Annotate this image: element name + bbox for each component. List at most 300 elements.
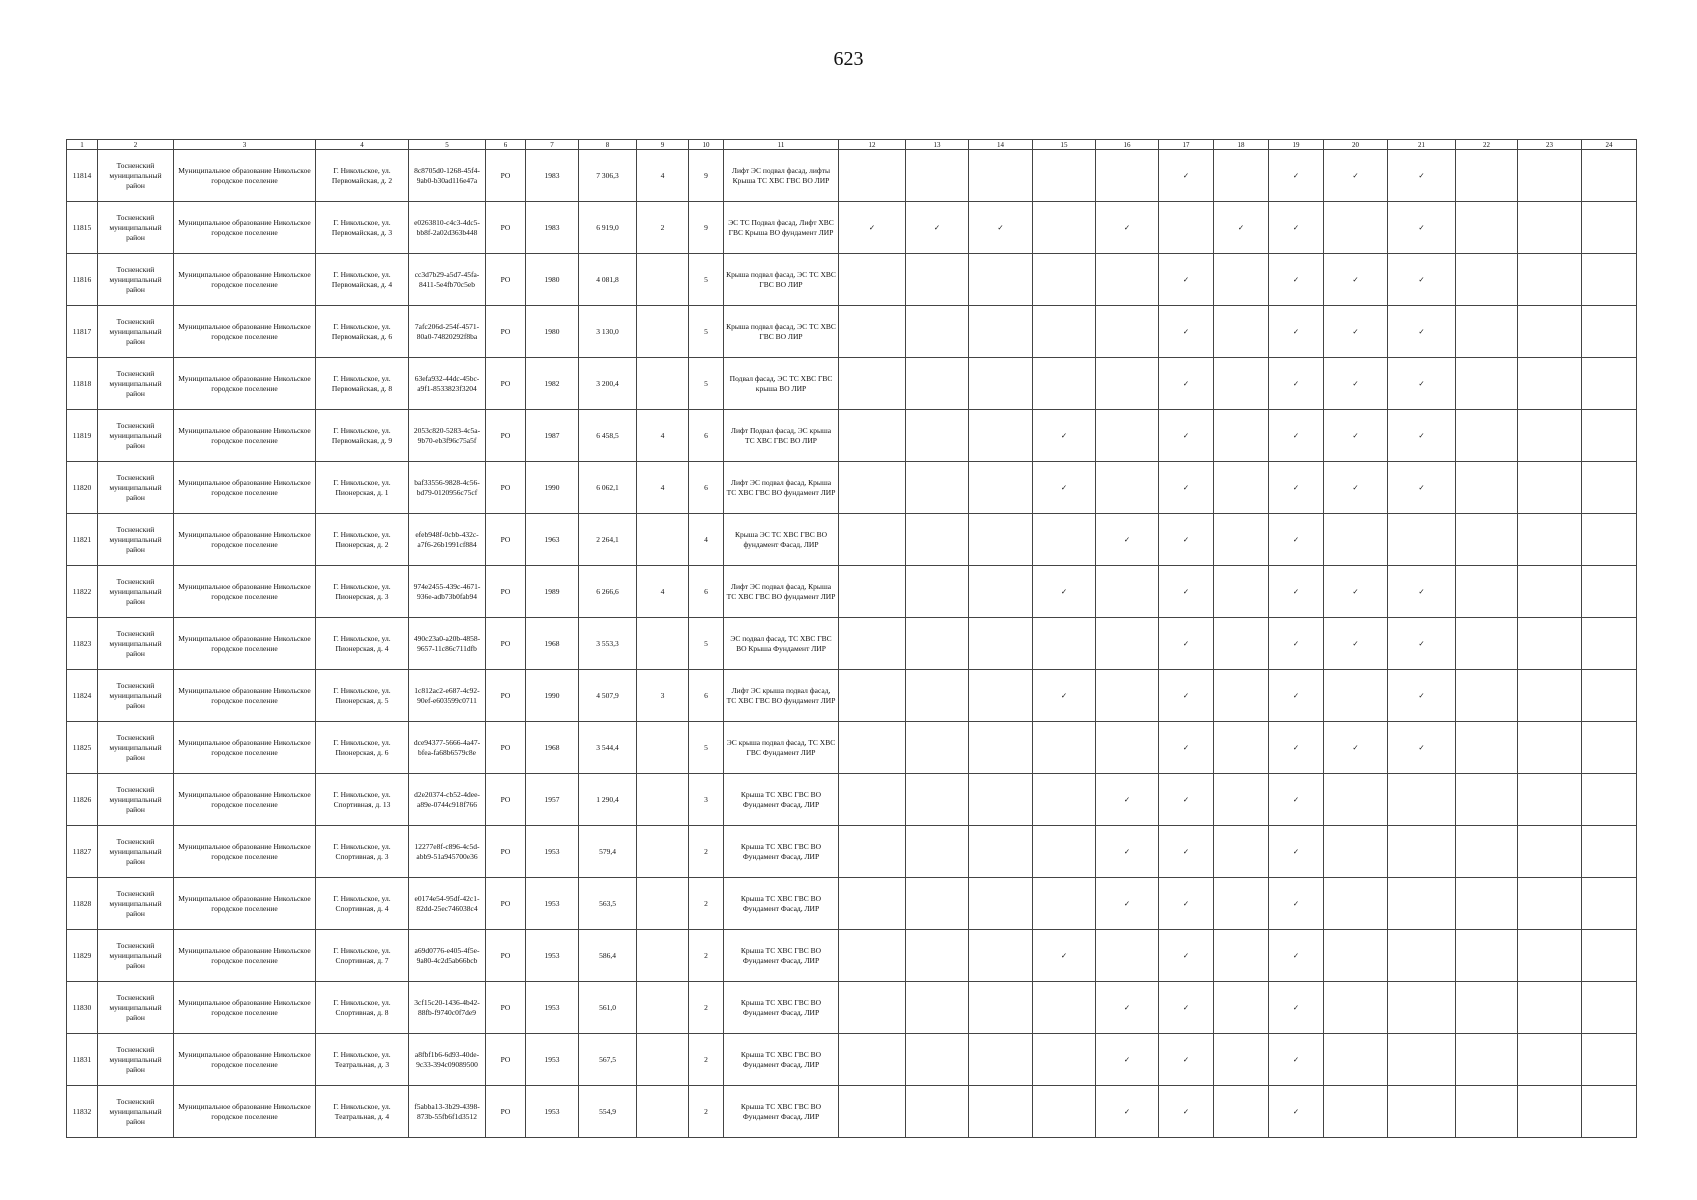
empty-cell: [839, 618, 906, 670]
floors-cell: 6: [689, 410, 724, 462]
table-row: [67, 514, 1637, 566]
floors-cell: 2: [689, 930, 724, 982]
empty-cell: [906, 566, 969, 618]
guid-cell: 7afc206d-254f-4571-80a0-74820292f8ba: [409, 306, 486, 358]
empty-cell: [839, 982, 906, 1034]
empty-cell: [1456, 410, 1518, 462]
works-cell: Крыша ТС ХВС ГВС ВО Фундамент Фасад, ЛИР: [724, 1034, 839, 1086]
floors-cell: 2: [689, 826, 724, 878]
empty-cell: [1096, 306, 1159, 358]
empty-cell: [1518, 670, 1582, 722]
empty-cell: [1518, 1086, 1582, 1138]
check-icon: ✓: [1324, 254, 1388, 306]
table-row: [67, 566, 1637, 618]
row-number: 11816: [67, 254, 98, 306]
empty-cell: [1159, 202, 1214, 254]
guid-cell: d2e20374-cb52-4dee-a89e-0744c918f766: [409, 774, 486, 826]
floors-cell: 9: [689, 150, 724, 202]
floors-cell: 3: [689, 774, 724, 826]
works-cell: Крыша ТС ХВС ГВС ВО Фундамент Фасад, ЛИР: [724, 774, 839, 826]
empty-cell: [1582, 150, 1637, 202]
check-icon: ✓: [1033, 930, 1096, 982]
check-icon: ✓: [1388, 462, 1456, 514]
municipality-cell: Муниципальное образование Никольское городское поселение: [174, 618, 316, 670]
empty-cell: [1518, 462, 1582, 514]
area-cell: 563,5: [579, 878, 637, 930]
check-icon: ✓: [1388, 202, 1456, 254]
table-row: [67, 722, 1637, 774]
guid-cell: a69d0776-e405-4f5e-9a80-4c2d5ab66bcb: [409, 930, 486, 982]
empty-cell: [1456, 514, 1518, 566]
empty-cell: [1456, 150, 1518, 202]
check-icon: ✓: [1324, 306, 1388, 358]
type-cell: РО: [486, 358, 526, 410]
municipality-cell: Муниципальное образование Никольское городское поселение: [174, 254, 316, 306]
empty-cell: [906, 306, 969, 358]
type-cell: РО: [486, 618, 526, 670]
column-number-header: 1: [67, 140, 98, 150]
empty-cell: [1456, 878, 1518, 930]
empty-cell: [839, 1034, 906, 1086]
empty-cell: [1214, 566, 1269, 618]
address-cell: Г. Никольское, ул. Первомайская, д. 6: [316, 306, 409, 358]
area-cell: 6 266,6: [579, 566, 637, 618]
check-icon: ✓: [1324, 618, 1388, 670]
floors-cell: 6: [689, 462, 724, 514]
area-cell: 579,4: [579, 826, 637, 878]
lifts-cell: 4: [637, 566, 689, 618]
check-icon: ✓: [1324, 358, 1388, 410]
column-number-header: 12: [839, 140, 906, 150]
empty-cell: [839, 514, 906, 566]
column-number-header: 24: [1582, 140, 1637, 150]
address-cell: Г. Никольское, ул. Спортивная, д. 3: [316, 826, 409, 878]
check-icon: ✓: [1096, 774, 1159, 826]
check-icon: ✓: [1159, 254, 1214, 306]
table-row: [67, 670, 1637, 722]
check-icon: ✓: [1269, 566, 1324, 618]
empty-cell: [1324, 202, 1388, 254]
year-cell: 1982: [526, 358, 579, 410]
check-icon: ✓: [1096, 202, 1159, 254]
empty-cell: [1214, 982, 1269, 1034]
empty-cell: [1518, 150, 1582, 202]
floors-cell: 5: [689, 618, 724, 670]
floors-cell: 5: [689, 306, 724, 358]
floors-cell: 4: [689, 514, 724, 566]
lifts-cell: [637, 358, 689, 410]
type-cell: РО: [486, 254, 526, 306]
empty-cell: [906, 826, 969, 878]
district-cell: Тосненский муниципальный район: [98, 150, 174, 202]
column-number-header: 8: [579, 140, 637, 150]
area-cell: 6 062,1: [579, 462, 637, 514]
row-number: 11832: [67, 1086, 98, 1138]
empty-cell: [1518, 722, 1582, 774]
type-cell: РО: [486, 462, 526, 514]
empty-cell: [906, 254, 969, 306]
check-icon: ✓: [1269, 930, 1324, 982]
column-number-header: 6: [486, 140, 526, 150]
check-icon: ✓: [1269, 826, 1324, 878]
check-icon: ✓: [1096, 1086, 1159, 1138]
year-cell: 1953: [526, 1034, 579, 1086]
check-icon: ✓: [1269, 202, 1324, 254]
municipality-cell: Муниципальное образование Никольское городское поселение: [174, 670, 316, 722]
check-icon: ✓: [1159, 982, 1214, 1034]
check-icon: ✓: [1269, 618, 1324, 670]
empty-cell: [969, 930, 1033, 982]
housing-register-table: [66, 139, 1637, 1138]
table-row: [67, 254, 1637, 306]
empty-cell: [1033, 878, 1096, 930]
empty-cell: [969, 254, 1033, 306]
check-icon: ✓: [1159, 670, 1214, 722]
municipality-cell: Муниципальное образование Никольское городское поселение: [174, 514, 316, 566]
table-row: [67, 878, 1637, 930]
empty-cell: [906, 878, 969, 930]
empty-cell: [1214, 826, 1269, 878]
empty-cell: [839, 774, 906, 826]
row-number: 11828: [67, 878, 98, 930]
check-icon: ✓: [1033, 410, 1096, 462]
area-cell: 4 081,8: [579, 254, 637, 306]
table-row: [67, 774, 1637, 826]
check-icon: ✓: [1096, 982, 1159, 1034]
floors-cell: 2: [689, 1086, 724, 1138]
guid-cell: 974e2455-439c-4671-936e-adb73b0fab94: [409, 566, 486, 618]
check-icon: ✓: [1324, 566, 1388, 618]
address-cell: Г. Никольское, ул. Пионерская, д. 2: [316, 514, 409, 566]
check-icon: ✓: [1214, 202, 1269, 254]
empty-cell: [1388, 982, 1456, 1034]
empty-cell: [1456, 618, 1518, 670]
empty-cell: [969, 618, 1033, 670]
type-cell: РО: [486, 1034, 526, 1086]
row-number: 11830: [67, 982, 98, 1034]
type-cell: РО: [486, 774, 526, 826]
check-icon: ✓: [1033, 670, 1096, 722]
empty-cell: [1456, 826, 1518, 878]
area-cell: 3 553,3: [579, 618, 637, 670]
empty-cell: [1324, 514, 1388, 566]
empty-cell: [969, 150, 1033, 202]
check-icon: ✓: [969, 202, 1033, 254]
check-icon: ✓: [1269, 670, 1324, 722]
district-cell: Тосненский муниципальный район: [98, 566, 174, 618]
empty-cell: [1096, 566, 1159, 618]
lifts-cell: [637, 618, 689, 670]
empty-cell: [1456, 670, 1518, 722]
area-cell: 567,5: [579, 1034, 637, 1086]
type-cell: РО: [486, 722, 526, 774]
empty-cell: [839, 410, 906, 462]
empty-cell: [1033, 618, 1096, 670]
empty-cell: [969, 358, 1033, 410]
district-cell: Тосненский муниципальный район: [98, 722, 174, 774]
guid-cell: 1c812ac2-e687-4c92-90ef-e603599c0711: [409, 670, 486, 722]
empty-cell: [1033, 358, 1096, 410]
check-icon: ✓: [1269, 410, 1324, 462]
empty-cell: [969, 774, 1033, 826]
district-cell: Тосненский муниципальный район: [98, 462, 174, 514]
year-cell: 1989: [526, 566, 579, 618]
check-icon: ✓: [1033, 566, 1096, 618]
check-icon: ✓: [1269, 982, 1324, 1034]
guid-cell: e0263810-c4c3-4dc5-bb8f-2a02d363b448: [409, 202, 486, 254]
check-icon: ✓: [1324, 462, 1388, 514]
lifts-cell: [637, 982, 689, 1034]
empty-cell: [1033, 1034, 1096, 1086]
guid-cell: e0174e54-95df-42c1-82dd-25ec746038c4: [409, 878, 486, 930]
empty-cell: [1518, 930, 1582, 982]
row-number: 11823: [67, 618, 98, 670]
empty-cell: [1582, 982, 1637, 1034]
area-cell: 554,9: [579, 1086, 637, 1138]
column-number-header: 17: [1159, 140, 1214, 150]
lifts-cell: [637, 514, 689, 566]
floors-cell: 5: [689, 722, 724, 774]
guid-cell: 2053c820-5283-4c5a-9b70-eb3f96c75a5f: [409, 410, 486, 462]
works-cell: Лифт ЭС подвал фасад, лифты Крыша ТС ХВС ГВС ВО ЛИР: [724, 150, 839, 202]
column-number-header: 19: [1269, 140, 1324, 150]
empty-cell: [839, 1086, 906, 1138]
empty-cell: [1096, 254, 1159, 306]
floors-cell: 5: [689, 254, 724, 306]
empty-cell: [1214, 358, 1269, 410]
area-cell: 4 507,9: [579, 670, 637, 722]
year-cell: 1983: [526, 202, 579, 254]
lifts-cell: [637, 826, 689, 878]
empty-cell: [1033, 254, 1096, 306]
empty-cell: [1033, 826, 1096, 878]
empty-cell: [1518, 774, 1582, 826]
lifts-cell: [637, 722, 689, 774]
column-number-header: 5: [409, 140, 486, 150]
check-icon: ✓: [1159, 514, 1214, 566]
empty-cell: [1096, 150, 1159, 202]
lifts-cell: 4: [637, 410, 689, 462]
empty-cell: [1518, 358, 1582, 410]
empty-cell: [1582, 410, 1637, 462]
empty-cell: [1324, 774, 1388, 826]
year-cell: 1953: [526, 982, 579, 1034]
guid-cell: 3cf15c20-1436-4b42-88fb-f9740c0f7de9: [409, 982, 486, 1034]
empty-cell: [1582, 722, 1637, 774]
empty-cell: [1096, 670, 1159, 722]
check-icon: ✓: [1388, 306, 1456, 358]
empty-cell: [839, 306, 906, 358]
empty-cell: [1518, 514, 1582, 566]
empty-cell: [1456, 1086, 1518, 1138]
empty-cell: [1518, 202, 1582, 254]
row-number: 11814: [67, 150, 98, 202]
empty-cell: [969, 1086, 1033, 1138]
district-cell: Тосненский муниципальный район: [98, 306, 174, 358]
empty-cell: [969, 514, 1033, 566]
works-cell: Крыша ТС ХВС ГВС ВО Фундамент Фасад, ЛИР: [724, 826, 839, 878]
empty-cell: [1214, 514, 1269, 566]
address-cell: Г. Никольское, ул. Первомайская, д. 3: [316, 202, 409, 254]
municipality-cell: Муниципальное образование Никольское городское поселение: [174, 982, 316, 1034]
check-icon: ✓: [1033, 462, 1096, 514]
address-cell: Г. Никольское, ул. Спортивная, д. 13: [316, 774, 409, 826]
check-icon: ✓: [1159, 410, 1214, 462]
municipality-cell: Муниципальное образование Никольское городское поселение: [174, 150, 316, 202]
empty-cell: [1033, 982, 1096, 1034]
empty-cell: [969, 566, 1033, 618]
area-cell: 3 544,4: [579, 722, 637, 774]
empty-cell: [1582, 514, 1637, 566]
year-cell: 1968: [526, 618, 579, 670]
year-cell: 1990: [526, 670, 579, 722]
empty-cell: [1033, 1086, 1096, 1138]
column-number-header: 9: [637, 140, 689, 150]
check-icon: ✓: [1159, 1034, 1214, 1086]
municipality-cell: Муниципальное образование Никольское городское поселение: [174, 1034, 316, 1086]
column-number-header: 7: [526, 140, 579, 150]
works-cell: Крыша ТС ХВС ГВС ВО Фундамент Фасад, ЛИР: [724, 930, 839, 982]
municipality-cell: Муниципальное образование Никольское городское поселение: [174, 722, 316, 774]
empty-cell: [1456, 306, 1518, 358]
check-icon: ✓: [1269, 358, 1324, 410]
works-cell: Лифт Подвал фасад, ЭС крыша ТС ХВС ГВС ВО ЛИР: [724, 410, 839, 462]
row-number: 11817: [67, 306, 98, 358]
empty-cell: [839, 878, 906, 930]
area-cell: 6 458,5: [579, 410, 637, 462]
lifts-cell: [637, 254, 689, 306]
check-icon: ✓: [1159, 306, 1214, 358]
column-number-header: 21: [1388, 140, 1456, 150]
empty-cell: [906, 1034, 969, 1086]
area-cell: 586,4: [579, 930, 637, 982]
lifts-cell: 2: [637, 202, 689, 254]
empty-cell: [1518, 410, 1582, 462]
works-cell: Подвал фасад, ЭС ТС ХВС ГВС крыша ВО ЛИР: [724, 358, 839, 410]
district-cell: Тосненский муниципальный район: [98, 1086, 174, 1138]
row-number: 11821: [67, 514, 98, 566]
district-cell: Тосненский муниципальный район: [98, 514, 174, 566]
guid-cell: f5abba13-3b29-4398-873b-55fb6f1d3512: [409, 1086, 486, 1138]
guid-cell: 490c23a0-a20b-4858-9657-11c86c711dfb: [409, 618, 486, 670]
check-icon: ✓: [1096, 1034, 1159, 1086]
empty-cell: [1582, 358, 1637, 410]
column-number-header: 23: [1518, 140, 1582, 150]
empty-cell: [1033, 306, 1096, 358]
empty-cell: [906, 462, 969, 514]
address-cell: Г. Никольское, ул. Спортивная, д. 4: [316, 878, 409, 930]
check-icon: ✓: [1159, 150, 1214, 202]
check-icon: ✓: [1159, 930, 1214, 982]
empty-cell: [969, 1034, 1033, 1086]
municipality-cell: Муниципальное образование Никольское городское поселение: [174, 462, 316, 514]
empty-cell: [906, 410, 969, 462]
type-cell: РО: [486, 150, 526, 202]
empty-cell: [1582, 618, 1637, 670]
column-number-header: 16: [1096, 140, 1159, 150]
year-cell: 1957: [526, 774, 579, 826]
address-cell: Г. Никольское, ул. Пионерская, д. 3: [316, 566, 409, 618]
check-icon: ✓: [1096, 826, 1159, 878]
municipality-cell: Муниципальное образование Никольское городское поселение: [174, 774, 316, 826]
empty-cell: [906, 150, 969, 202]
column-number-header: 3: [174, 140, 316, 150]
floors-cell: 2: [689, 982, 724, 1034]
municipality-cell: Муниципальное образование Никольское городское поселение: [174, 878, 316, 930]
check-icon: ✓: [1388, 670, 1456, 722]
empty-cell: [969, 306, 1033, 358]
district-cell: Тосненский муниципальный район: [98, 774, 174, 826]
address-cell: Г. Никольское, ул. Пионерская, д. 4: [316, 618, 409, 670]
address-cell: Г. Никольское, ул. Спортивная, д. 7: [316, 930, 409, 982]
empty-cell: [1388, 1086, 1456, 1138]
check-icon: ✓: [1269, 514, 1324, 566]
check-icon: ✓: [1269, 1086, 1324, 1138]
check-icon: ✓: [1159, 1086, 1214, 1138]
empty-cell: [969, 722, 1033, 774]
empty-cell: [1214, 774, 1269, 826]
empty-cell: [1582, 462, 1637, 514]
empty-cell: [839, 826, 906, 878]
empty-cell: [1214, 722, 1269, 774]
district-cell: Тосненский муниципальный район: [98, 618, 174, 670]
empty-cell: [1582, 306, 1637, 358]
table-row: [67, 982, 1637, 1034]
guid-cell: 63efa932-44dc-45bc-a9f1-8533823f3204: [409, 358, 486, 410]
empty-cell: [839, 254, 906, 306]
works-cell: ЭС подвал фасад, ТС ХВС ГВС ВО Крыша Фундамент ЛИР: [724, 618, 839, 670]
municipality-cell: Муниципальное образование Никольское городское поселение: [174, 826, 316, 878]
municipality-cell: Муниципальное образование Никольское городское поселение: [174, 566, 316, 618]
year-cell: 1963: [526, 514, 579, 566]
empty-cell: [1456, 722, 1518, 774]
column-number-header: 13: [906, 140, 969, 150]
municipality-cell: Муниципальное образование Никольское городское поселение: [174, 1086, 316, 1138]
table-row: [67, 358, 1637, 410]
empty-cell: [1324, 930, 1388, 982]
area-cell: 6 919,0: [579, 202, 637, 254]
municipality-cell: Муниципальное образование Никольское городское поселение: [174, 410, 316, 462]
empty-cell: [1582, 930, 1637, 982]
empty-cell: [906, 1086, 969, 1138]
address-cell: Г. Никольское, ул. Театральная, д. 3: [316, 1034, 409, 1086]
check-icon: ✓: [1269, 254, 1324, 306]
district-cell: Тосненский муниципальный район: [98, 670, 174, 722]
empty-cell: [839, 930, 906, 982]
column-number-header: 20: [1324, 140, 1388, 150]
floors-cell: 6: [689, 566, 724, 618]
empty-cell: [1096, 462, 1159, 514]
empty-cell: [839, 670, 906, 722]
municipality-cell: Муниципальное образование Никольское городское поселение: [174, 202, 316, 254]
check-icon: ✓: [1388, 358, 1456, 410]
empty-cell: [1214, 1034, 1269, 1086]
works-cell: Лифт ЭС крыша подвал фасад, ТС ХВС ГВС ВО фундамент ЛИР: [724, 670, 839, 722]
empty-cell: [1388, 774, 1456, 826]
empty-cell: [1214, 462, 1269, 514]
check-icon: ✓: [1324, 410, 1388, 462]
empty-cell: [839, 150, 906, 202]
empty-cell: [1388, 1034, 1456, 1086]
empty-cell: [1582, 774, 1637, 826]
area-cell: 7 306,3: [579, 150, 637, 202]
empty-cell: [1096, 722, 1159, 774]
empty-cell: [1214, 670, 1269, 722]
check-icon: ✓: [1388, 410, 1456, 462]
empty-cell: [1214, 930, 1269, 982]
address-cell: Г. Никольское, ул. Пионерская, д. 1: [316, 462, 409, 514]
address-cell: Г. Никольское, ул. Первомайская, д. 4: [316, 254, 409, 306]
